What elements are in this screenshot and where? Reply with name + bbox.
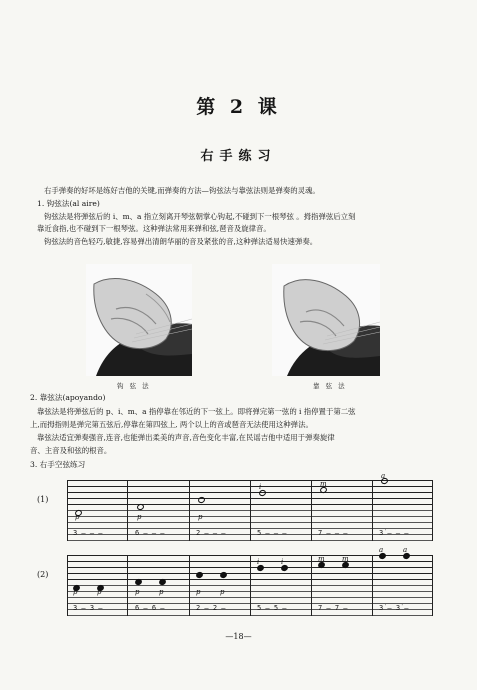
tab-number: 3̇ — 3̇ —: [379, 604, 409, 612]
note-head: [197, 496, 206, 504]
fingering-p: p: [220, 588, 225, 596]
fingering-a: a: [403, 546, 408, 554]
section3-heading: 3. 右手空弦练习: [30, 460, 86, 469]
rest-stroke-caption: 靠 弦 法: [313, 382, 347, 390]
page-subtitle: 右手练习: [200, 149, 277, 164]
section2-heading: 2. 靠弦法(apoyando): [30, 393, 106, 402]
hand-photo-illustration: [272, 264, 380, 376]
page-number: —18—: [225, 632, 252, 641]
fingering-p: p: [135, 588, 140, 596]
hand-photo-illustration: [86, 264, 192, 376]
section1-text-para2: 钩弦法的音色轻巧,敏捷,容易弹出清朗华丽的音及紧张的音,这种弹法适易快速弹奏。: [44, 237, 318, 246]
hook-string-caption: 钩 弦 法: [117, 382, 151, 390]
fingering-i: i: [259, 483, 262, 491]
tab-number: 2 — 2 —: [196, 604, 226, 612]
hook-string-photo: [86, 264, 192, 376]
fingering-m: m: [320, 480, 327, 488]
tab-number: 3 — — —: [73, 529, 103, 537]
fingering-p: p: [97, 588, 102, 596]
fingering-i: i: [257, 558, 260, 566]
tab-number: 6 — — —: [135, 529, 165, 537]
fingering-i: i: [281, 558, 284, 566]
tab-number: 5 — — —: [257, 529, 287, 537]
fingering-m: m: [342, 555, 349, 563]
tab-number: 2 — — —: [196, 529, 226, 537]
tab-number: 3 — 3 —: [73, 604, 103, 612]
tab-number: 6 — 6 —: [135, 604, 165, 612]
fingering-p: p: [159, 588, 164, 596]
tab-number: 3̇ — — —: [379, 529, 409, 537]
section1-text-line2: 靠近食指,也不碰到下一根琴弦。这种弹法常用来弹和弦,琶音及旋律音。: [37, 224, 271, 233]
section2-text-line1: 靠弦法是将弹弦后的 p、i、m、a 指停靠在邻近的下一弦上。即将弹完第一弦的 i 指停置于第二弦: [37, 407, 356, 416]
exercise2-label: (2): [37, 570, 49, 579]
fingering-m: m: [318, 555, 325, 563]
section2-text-line2: 上,而拇指则是弹完第五弦后,停靠在第四弦上, 两个以上的音或琶音无法使用这种弹法。: [30, 420, 313, 429]
section1-heading: 1. 钩弦法(al aire): [37, 199, 100, 208]
tab-number: 7 — — —: [318, 529, 348, 537]
exercise2-staff: [67, 546, 433, 615]
fingering-p: p: [137, 513, 142, 521]
fingering-a: a: [379, 546, 384, 554]
intro-paragraph: 右手弹奏的好坏是练好吉他的关键,而弹奏的方法—钩弦法与靠弦法则是弹奏的灵魂。: [44, 186, 320, 195]
fingering-p: p: [73, 588, 78, 596]
exercise1-label: (1): [37, 495, 49, 504]
rest-stroke-photo: [272, 264, 380, 376]
tab-number: 5 — 5 —: [257, 604, 287, 612]
section1-text-line1: 钩弦法是将弹弦后的 i、m、a 指立刻离开琴弦朝掌心钩起,不碰到下一根琴弦 。拇指弹弦后立刻: [44, 212, 356, 221]
fingering-p: p: [198, 513, 203, 521]
fingering-p: p: [75, 513, 80, 521]
lesson-title: 第 2 课: [196, 96, 281, 118]
fingering-a: a: [381, 472, 386, 480]
exercise1-staff: [67, 472, 433, 540]
section2-text-line3: 靠弦法适宜弹奏强音,连音,也能弹出柔美的声音,音色变化丰富,在民谣吉他中适用于弹奏旋律: [37, 433, 335, 442]
note-head: [195, 571, 204, 579]
note-head: [219, 571, 228, 579]
section2-text-line4: 音、主音及和弦的根音。: [30, 446, 112, 455]
fingering-p: p: [196, 588, 201, 596]
tab-number: 7 — 7 —: [318, 604, 348, 612]
